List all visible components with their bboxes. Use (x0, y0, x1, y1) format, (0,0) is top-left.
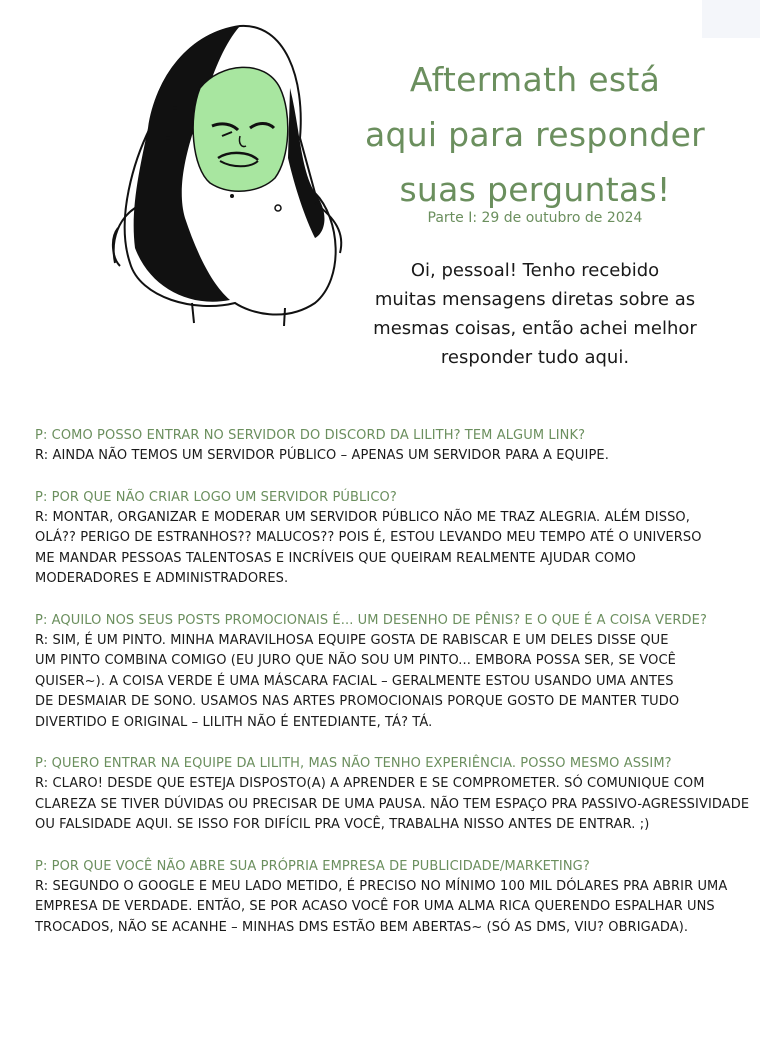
intro-line: muitas mensagens diretas sobre as (374, 289, 696, 310)
faq-list (35, 426, 750, 959)
title-line: Aftermath está (409, 60, 661, 99)
answer-line: R: SEGUNDO O GOOGLE E MEU LADO METIDO, É PRECISO NO MÍNIMO 100 MIL DÓLARES PRA ABRIR UMA (35, 878, 728, 894)
answer-line: R: CLARO! DESDE QUE ESTEJA DISPOSTO(A) A APRENDER E SE COMPROMETER. SÓ COMUNIQUE COM (35, 776, 705, 791)
answer-line: R: SIM, É UM PINTO. MINHA MARAVILHOSA EQUIPE GOSTA DE RABISCAR E UM DELES DISSE QUE (35, 632, 669, 648)
faq-question: P: POR QUE VOCÊ NÃO ABRE SUA PRÓPRIA EMPRESA DE PUBLICIDADE/MARKETING? (35, 858, 590, 874)
title-line: aqui para responder (364, 115, 706, 154)
answer-line: OU FALSIDADE AQUI. SE ISSO FOR DIFÍCIL PRA VOCÊ, TRABALHA NISSO ANTES DE ENTRAR. ;) (35, 817, 650, 832)
answer-line: R: AINDA NÃO TEMOS UM SERVIDOR PÚBLICO – APENAS UM SERVIDOR PARA A EQUIPE. (35, 448, 609, 463)
faq-question: P: AQUILO NOS SEUS POSTS PROMOCIONAIS É... UM DESENHO DE PÊNIS? E O QUE É A COISA VERDE? (35, 612, 707, 628)
faq-answer (35, 446, 725, 467)
faq-answer (35, 631, 725, 734)
answer-line: OLÁ?? PERIGO DE ESTRANHOS?? MALUCOS?? POIS É, ESTOU LEVANDO MEU TEMPO ATÉ O UNIVERSO (35, 530, 702, 545)
answer-line: QUISER~). A COISA VERDE É UMA MÁSCARA FACIAL – GERALMENTE ESTOU USANDO UMA ANTES (35, 673, 674, 689)
faq-item (35, 426, 725, 467)
faq-item (35, 488, 725, 590)
faq-item (35, 754, 750, 836)
intro-line: responder tudo aqui. (440, 347, 630, 368)
faq-question: P: POR QUE NÃO CRIAR LOGO UM SERVIDOR PÚBLICO? (35, 489, 397, 505)
faq-answer (35, 774, 750, 836)
answer-line: ME MANDAR PESSOAS TALENTOSAS E INCRÍVEIS QUE QUEIRAM REALMENTE AJUDAR COMO (35, 550, 636, 566)
answer-line: DE DESMAIAR DE SONO. USAMOS NAS ARTES PROMOCIONAIS PORQUE GOSTO DE MANTER TUDO (35, 694, 680, 709)
faq-item (35, 611, 725, 734)
intro-line: mesmas coisas, então achei melhor (373, 318, 697, 339)
answer-line: UM PINTO COMBINA COMIGO (EU JURO QUE NÃO SOU UM PINTO... EMBORA POSSA SER, SE VOCÊ (35, 653, 676, 668)
faq-question: P: QUERO ENTRAR NA EQUIPE DA LILITH, MAS NÃO TENHO EXPERIÊNCIA. POSSO MESMO ASSIM? (35, 756, 672, 771)
answer-line: CLAREZA SE TIVER DÚVIDAS OU PRECISAR DE UMA PAUSA. NÃO TEM ESPAÇO PRA PASSIVO-AGRESSIVIDADE (35, 796, 750, 812)
faq-question: P: COMO POSSO ENTRAR NO SERVIDOR DO DISCORD DA LILITH? TEM ALGUM LINK? (35, 428, 586, 443)
mascot-illustration-icon (100, 18, 350, 328)
title-line: suas perguntas! (399, 170, 671, 209)
answer-line: TROCADOS, NÃO SE ACANHE – MINHAS DMS ESTÃO BEM ABERTAS~ (SÓ AS DMS, VIU? OBRIGADA). (35, 919, 689, 935)
corner-block (702, 0, 760, 38)
faq-item (35, 857, 728, 939)
intro-paragraph (355, 256, 715, 372)
faq-answer (35, 508, 725, 590)
page-title (355, 52, 715, 217)
answer-line: DIVERTIDO E ORIGINAL – LILITH NÃO É ENTEDIANTE, TÁ? TÁ. (35, 714, 433, 730)
date-subtitle: Parte I: 29 de outubro de 2024 (427, 210, 643, 226)
faq-answer (35, 877, 728, 939)
answer-line: R: MONTAR, ORGANIZAR E MODERAR UM SERVIDOR PÚBLICO NÃO ME TRAZ ALEGRIA. ALÉM DISSO, (35, 509, 690, 525)
answer-line: MODERADORES E ADMINISTRADORES. (35, 571, 289, 586)
answer-line: EMPRESA DE VERDADE. ENTÃO, SE POR ACASO VOCÊ FOR UMA ALMA RICA QUERENDO ESPALHAR UNS (35, 899, 715, 914)
intro-line: Oi, pessoal! Tenho recebido (410, 260, 660, 281)
